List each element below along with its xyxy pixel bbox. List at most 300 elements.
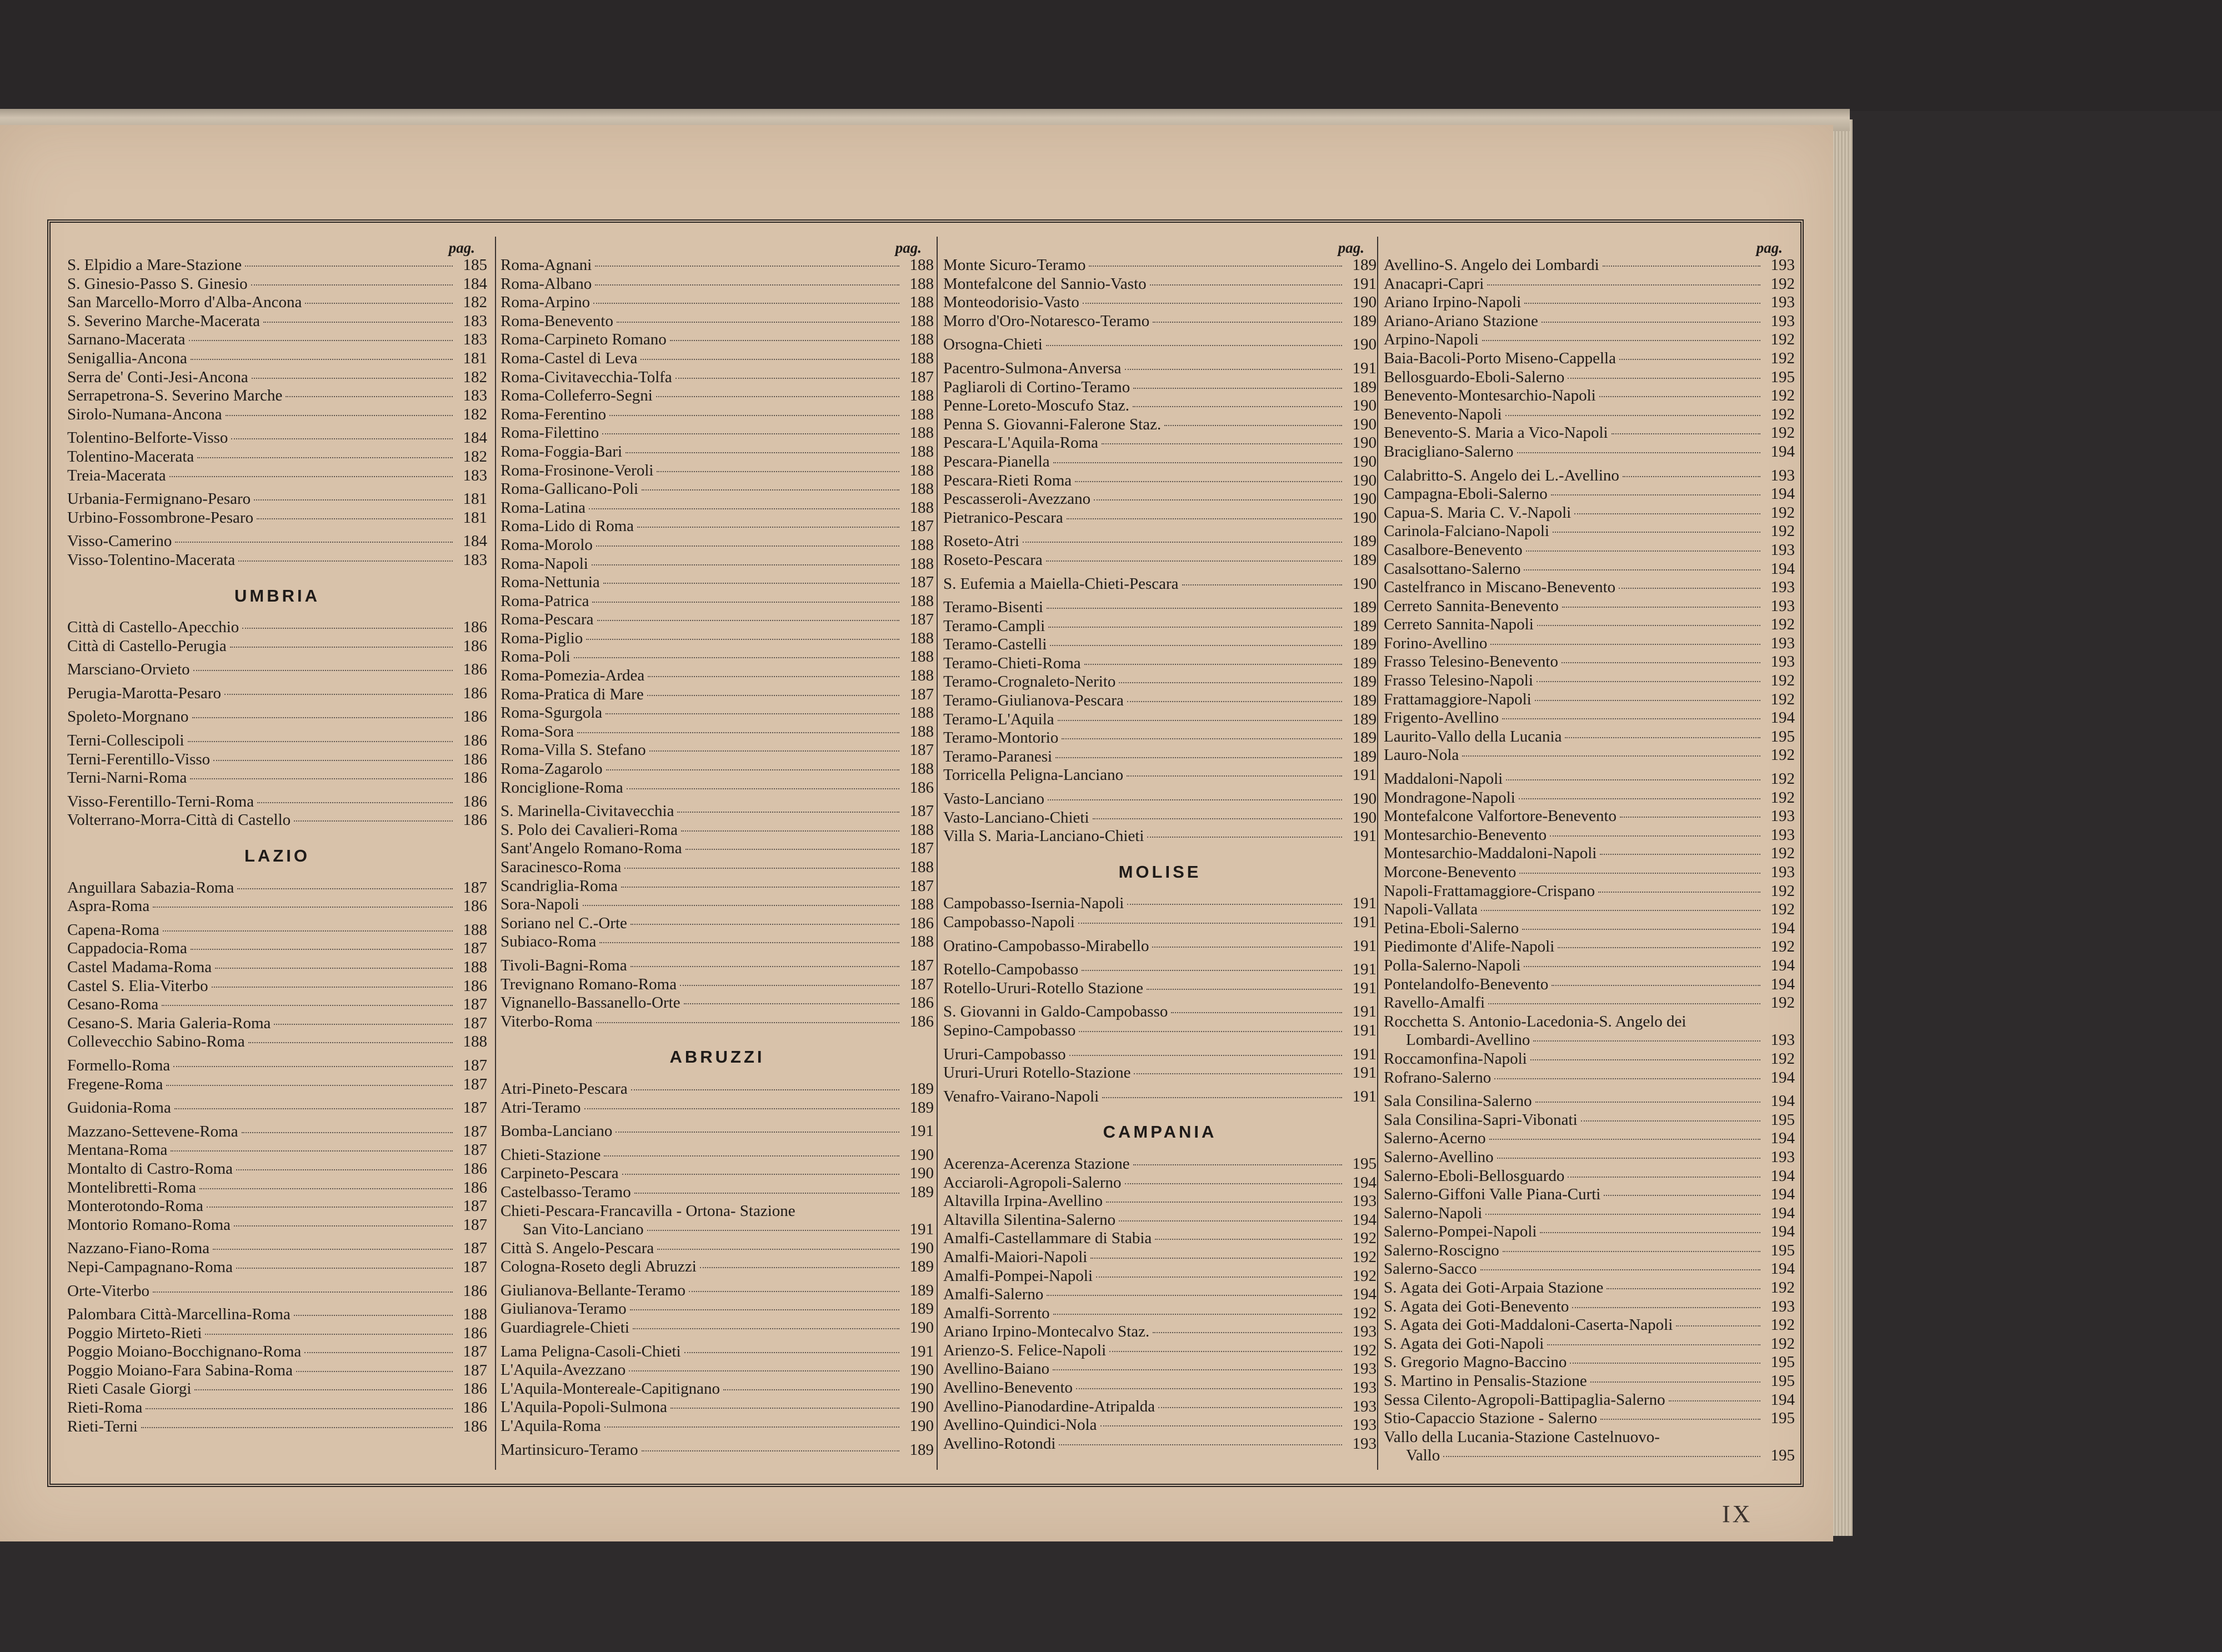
route-name: Roma-Napoli: [501, 554, 588, 573]
route-name: Sepino-Campobasso: [943, 1021, 1076, 1039]
route-name: Sala Consilina-Sapri-Vibonati: [1384, 1110, 1578, 1129]
page-ref: 187: [463, 878, 487, 897]
index-entry: [501, 592, 934, 611]
index-entry: [1384, 957, 1795, 975]
dot-leader: [1046, 560, 1342, 562]
route-name: Petina-Eboli-Salerno: [1384, 919, 1519, 937]
page-ref: 192: [1770, 788, 1795, 807]
page-ref: 183: [463, 550, 487, 569]
page-ref: 192: [1352, 1304, 1377, 1322]
page-ref: 190: [1352, 415, 1377, 433]
route-name: Salerno-Roscigno: [1384, 1241, 1499, 1259]
index-entry: [943, 1064, 1377, 1083]
page-ref: 191: [909, 1220, 934, 1239]
page-ref: 194: [1770, 975, 1795, 993]
index-entry: [67, 637, 487, 656]
index-entry: [1384, 1446, 1795, 1465]
route-name: Serra de' Conti-Jesi-Ancona: [67, 368, 248, 386]
page-ref: 190: [1352, 434, 1377, 452]
dot-leader: [1133, 1164, 1342, 1165]
dot-leader: [583, 905, 899, 906]
dot-leader: [1480, 1269, 1761, 1270]
route-name: Montesarchio-Maddaloni-Napoli: [1384, 844, 1597, 863]
index-entry: [1384, 368, 1795, 387]
dot-leader: [630, 924, 899, 925]
page-ref: 192: [1770, 844, 1795, 863]
page-ref: 187: [909, 956, 934, 974]
route-name: Teramo-Montorio: [943, 729, 1059, 747]
page-ref: 187: [909, 741, 934, 759]
page-ref: 186: [909, 994, 934, 1012]
page-ref: 187: [463, 1197, 487, 1215]
page-ref: 190: [909, 1239, 934, 1257]
page-ref: 189: [1352, 532, 1377, 550]
index-entry: [1384, 975, 1795, 994]
route-name: Giulianova-Bellante-Teramo: [501, 1281, 685, 1299]
route-name: Roma-Pescara: [501, 610, 594, 629]
index-entry: [501, 480, 934, 499]
dot-leader: [1485, 1214, 1760, 1215]
index-entry: [943, 359, 1377, 378]
index-entry: [943, 509, 1377, 528]
page-ref: 189: [909, 1079, 934, 1098]
index-entry: [943, 275, 1377, 294]
index-entry: [1384, 807, 1795, 826]
dot-leader: [595, 284, 899, 286]
page-ref: 187: [463, 1239, 487, 1258]
page-ref: 191: [1352, 1021, 1377, 1039]
index-entry: [501, 821, 934, 840]
route-name: Oratino-Campobasso-Mirabello: [943, 937, 1149, 955]
route-name: Teramo-Crognaleto-Nerito: [943, 673, 1116, 691]
index-entry: [501, 499, 934, 518]
index-entry: [943, 1416, 1377, 1435]
index-entry: [501, 1398, 934, 1417]
route-name: Amalfi-Maiori-Napoli: [943, 1248, 1088, 1266]
index-entry: [67, 660, 487, 679]
page-ref: 191: [1352, 913, 1377, 931]
index-entry: [1384, 1428, 1795, 1447]
route-name: Mazzano-Settevene-Roma: [67, 1122, 238, 1140]
dot-leader: [1094, 499, 1342, 500]
page-ref: 188: [909, 274, 934, 293]
dot-leader: [1102, 443, 1342, 444]
dot-leader: [1603, 266, 1760, 267]
page-ref: 192: [1770, 424, 1795, 442]
page-ref: 186: [463, 769, 487, 787]
dot-leader: [1171, 1012, 1342, 1013]
index-entry: [67, 1282, 487, 1301]
route-name: Nepi-Campagnano-Roma: [67, 1258, 233, 1276]
page-ref: 187: [909, 685, 934, 703]
dot-leader: [1158, 1407, 1342, 1408]
index-column-4: [1384, 239, 1795, 1467]
index-entry: [67, 1160, 487, 1179]
dot-leader: [242, 1132, 453, 1133]
page-ref: 191: [909, 1342, 934, 1360]
page-ref: 187: [463, 1075, 487, 1093]
dot-leader: [226, 415, 453, 416]
dot-leader: [1533, 1040, 1760, 1042]
route-name: Tolentino-Macerata: [67, 447, 194, 465]
index-entry: [67, 293, 487, 312]
route-name: Lama Peligna-Casoli-Chieti: [501, 1342, 681, 1360]
route-name: Aspra-Roma: [67, 897, 150, 915]
dot-leader: [1125, 1183, 1342, 1184]
index-entry: [1384, 728, 1795, 747]
page-ref: 193: [1770, 597, 1795, 615]
route-name: Ururi-Ururi Rotello-Stazione: [943, 1064, 1131, 1082]
index-entry: [943, 1045, 1377, 1064]
dot-leader: [153, 1291, 453, 1293]
route-name: S. Agata dei Goti-Maddaloni-Caserta-Napoli: [1384, 1316, 1673, 1334]
page-ref: 187: [909, 802, 934, 820]
index-entry: [1384, 597, 1795, 616]
page-ref: 189: [909, 1440, 934, 1459]
page-ref: 194: [1352, 1210, 1377, 1229]
dot-leader: [1048, 627, 1342, 628]
page-ref: 189: [909, 1281, 934, 1299]
route-name: Città di Castello-Apecchio: [67, 618, 239, 637]
index-entry: [67, 1197, 487, 1216]
index-entry: [501, 312, 934, 331]
route-name: Perugia-Marotta-Pesaro: [67, 684, 222, 702]
page-ref: 193: [1352, 1416, 1377, 1434]
route-name: S. Eufemia a Maiella-Chieti-Pescara: [943, 574, 1179, 593]
page-ref: 194: [1352, 1173, 1377, 1192]
page-ref: 192: [1770, 387, 1795, 405]
dot-leader: [1590, 1381, 1760, 1383]
index-entry: [943, 790, 1377, 809]
page-ref: 191: [1352, 274, 1377, 293]
index-entry: [67, 1099, 487, 1118]
page-ref: 189: [1352, 617, 1377, 635]
dot-leader: [205, 1334, 453, 1335]
index-entry: [943, 1211, 1377, 1230]
page-ref: 192: [1352, 1266, 1377, 1285]
route-name: Salerno-Sacco: [1384, 1260, 1477, 1278]
dot-leader: [1134, 1073, 1342, 1074]
index-entry: [1384, 746, 1795, 765]
page-ref: 187: [909, 877, 934, 895]
index-entry: [501, 387, 934, 406]
route-name: Collevecchio Sabino-Roma: [67, 1033, 245, 1051]
dot-leader: [1598, 892, 1760, 893]
index-entry: [943, 1267, 1377, 1286]
page-ref: 191: [1352, 359, 1377, 377]
route-name: Benevento-Montesarchio-Napoli: [1384, 387, 1596, 405]
route-name: Teramo-Bisenti: [943, 598, 1043, 617]
dot-leader: [234, 1225, 453, 1227]
page-ref: 194: [1770, 919, 1795, 937]
route-name: Giulianova-Teramo: [501, 1300, 627, 1318]
dot-leader: [723, 1389, 899, 1390]
dot-leader: [649, 750, 899, 752]
route-name: Amalfi-Castellammare di Stabia: [943, 1229, 1152, 1248]
index-entry: [1384, 690, 1795, 709]
page-ref: 195: [1770, 1110, 1795, 1129]
route-name: Terni-Narni-Roma: [67, 769, 187, 787]
route-name: Guidonia-Roma: [67, 1099, 171, 1117]
index-entry: [1384, 900, 1795, 919]
route-name: Orsogna-Chieti: [943, 336, 1043, 354]
index-entry: [501, 1380, 934, 1399]
dot-leader: [670, 1408, 899, 1409]
index-entry: [1384, 863, 1795, 882]
index-entry: [501, 462, 934, 480]
index-entry: [1384, 994, 1795, 1013]
index-entry: [1384, 1335, 1795, 1354]
page-ref: 188: [909, 424, 934, 442]
index-entry: [1384, 312, 1795, 331]
route-name: Sora-Napoli: [501, 895, 579, 914]
page-ref: 187: [463, 939, 487, 958]
page-ref: 187: [909, 517, 934, 535]
index-entry: [67, 448, 487, 467]
route-name: Nazzano-Fiano-Roma: [67, 1239, 210, 1258]
dot-leader: [1519, 798, 1760, 799]
index-entry: [501, 802, 934, 821]
dot-leader: [236, 1268, 453, 1269]
index-entry: [501, 741, 934, 760]
index-entry: [1384, 293, 1795, 312]
page-ref: 186: [463, 897, 487, 915]
index-entry: [943, 1248, 1377, 1267]
dot-leader: [175, 542, 453, 543]
route-name: Venafro-Vairano-Napoli: [943, 1087, 1099, 1105]
index-entry: [1384, 1185, 1795, 1204]
index-entry: [943, 598, 1377, 617]
route-name: Roma-Foggia-Bari: [501, 442, 623, 460]
dot-leader: [1106, 1202, 1342, 1203]
page-ref: 194: [1770, 1260, 1795, 1278]
dot-leader: [593, 303, 899, 304]
page-ref: 192: [1770, 349, 1795, 367]
page-ref: 186: [909, 1012, 934, 1030]
index-entry: [67, 750, 487, 769]
page-ref: 193: [1352, 1192, 1377, 1210]
dot-leader: [597, 620, 900, 621]
index-entry: [943, 532, 1377, 551]
route-name: Subiaco-Roma: [501, 933, 597, 951]
route-name: Roma-Villa S. Stefano: [501, 741, 646, 759]
index-entry: [501, 975, 934, 994]
page-ref: 193: [1770, 653, 1795, 671]
index-entry: [67, 1014, 487, 1033]
dot-leader: [684, 1003, 899, 1004]
route-name: Pietranico-Pescara: [943, 508, 1063, 527]
route-name: Roma-Filettino: [501, 424, 599, 442]
page-ref: 189: [1352, 550, 1377, 569]
page-ref: 192: [1770, 274, 1795, 293]
route-name: S. Martino in Pensalis-Stazione: [1384, 1372, 1587, 1390]
dot-leader: [1623, 476, 1760, 477]
route-name: Altavilla Irpina-Avellino: [943, 1192, 1103, 1210]
page-ref: 181: [463, 508, 487, 527]
dot-leader: [1524, 569, 1760, 570]
page-ref: 194: [1770, 485, 1795, 503]
route-name: Acciaroli-Agropoli-Salerno: [943, 1173, 1122, 1192]
dot-leader: [689, 1291, 899, 1292]
route-name: Lombardi-Avellino: [1406, 1031, 1530, 1049]
route-name: Roccamonfina-Napoli: [1384, 1049, 1527, 1068]
page-ref: 192: [1770, 331, 1795, 349]
index-entry: [67, 551, 487, 570]
dot-leader: [1047, 608, 1342, 609]
route-name: Carpineto-Pescara: [501, 1164, 619, 1183]
page-ref: 195: [1770, 1372, 1795, 1390]
route-name: Teramo-Giulianova-Pescara: [943, 692, 1124, 710]
page-ref: 188: [909, 405, 934, 423]
route-name: S. Agata dei Goti-Benevento: [1384, 1297, 1569, 1315]
dot-leader: [637, 527, 899, 528]
dot-leader: [254, 499, 453, 500]
dot-leader: [162, 1005, 453, 1006]
route-name: Roma-Ferentino: [501, 405, 607, 423]
page-ref: 187: [463, 995, 487, 1014]
region-heading: ABRUZZI: [669, 1047, 765, 1067]
index-entry: [1384, 919, 1795, 938]
index-entry: [943, 1088, 1377, 1107]
page-ref: 186: [463, 1399, 487, 1417]
dot-leader: [1084, 664, 1342, 665]
index-entry: [67, 275, 487, 294]
dot-leader: [190, 778, 453, 779]
dot-leader: [257, 802, 453, 803]
dot-leader: [199, 1188, 453, 1189]
index-entry: [943, 710, 1377, 729]
index-entry: [67, 1141, 487, 1160]
index-entry: [501, 994, 934, 1013]
dot-leader: [677, 812, 899, 813]
route-name: Atri-Pineto-Pescara: [501, 1079, 628, 1098]
dot-leader: [1053, 1314, 1342, 1315]
page-ref: 186: [463, 792, 487, 810]
page-ref: 189: [909, 1098, 934, 1117]
index-entry: [67, 1123, 487, 1142]
dot-leader: [171, 1150, 453, 1152]
index-entry: [943, 415, 1377, 434]
page-ref: 188: [909, 933, 934, 951]
index-entry: [1384, 615, 1795, 634]
page-ref: 195: [1770, 1409, 1795, 1428]
route-name: Frigento-Avellino: [1384, 709, 1499, 727]
index-entry: [1384, 467, 1795, 485]
route-name: Volterrano-Morra-Città di Castello: [67, 811, 291, 829]
index-entry: [67, 509, 487, 528]
page-ref: 192: [1770, 900, 1795, 919]
route-name: Urbino-Fossombrone-Pesaro: [67, 508, 254, 527]
page-ref: 181: [463, 490, 487, 508]
index-entry: [501, 1343, 934, 1361]
dot-leader: [656, 396, 899, 397]
page-ref: 192: [1770, 503, 1795, 522]
page-ref: 187: [463, 1258, 487, 1276]
route-name: Rotello-Campobasso: [943, 960, 1079, 979]
page-ref: 193: [1770, 578, 1795, 597]
page-ref: 191: [1352, 1045, 1377, 1063]
page-ref: 186: [463, 708, 487, 726]
page-ref: 188: [909, 648, 934, 666]
route-name: San Marcello-Morro d'Alba-Ancona: [67, 293, 302, 312]
page-ref: 187: [463, 1215, 487, 1234]
page-ref: 181: [463, 349, 487, 367]
route-name: Cerreto Sannita-Napoli: [1384, 615, 1534, 634]
dot-leader: [191, 359, 453, 360]
index-entry: [1384, 1241, 1795, 1260]
page-ref: 194: [1770, 1204, 1795, 1222]
dot-leader: [577, 732, 899, 733]
page-ref: 188: [909, 331, 934, 349]
dot-leader: [257, 518, 453, 519]
page-ref: 193: [1352, 1360, 1377, 1378]
route-name: Roma-Lido di Roma: [501, 517, 634, 535]
dot-leader: [1551, 494, 1760, 495]
index-entry: [1384, 1129, 1795, 1148]
route-name: Avellino-S. Angelo dei Lombardi: [1384, 256, 1599, 274]
dot-leader: [634, 1193, 899, 1194]
dot-leader: [1535, 1102, 1760, 1103]
route-name: Sirolo-Numana-Ancona: [67, 405, 222, 423]
dot-leader: [592, 564, 899, 565]
page-ref: 195: [1352, 1154, 1377, 1173]
index-entry: [501, 555, 934, 574]
index-entry: [943, 1304, 1377, 1323]
index-entry: [67, 312, 487, 331]
index-entry: [67, 349, 487, 368]
index-entry: [1384, 826, 1795, 845]
index-entry: [67, 897, 487, 916]
page-ref: 193: [1770, 312, 1795, 330]
dot-leader: [675, 378, 899, 379]
page-ref: 188: [909, 312, 934, 330]
route-name: Roma-Castel di Leva: [501, 349, 638, 367]
index-entry: [501, 443, 934, 462]
dot-leader: [604, 1426, 899, 1428]
dot-leader: [1127, 904, 1342, 905]
route-name: L'Aquila-Avezzano: [501, 1361, 626, 1379]
route-name: Scandriglia-Roma: [501, 877, 618, 895]
dot-leader: [1599, 396, 1760, 397]
index-entry: [1384, 672, 1795, 690]
dot-leader: [188, 741, 453, 742]
page-ref: 184: [463, 429, 487, 447]
page-ref: 192: [1770, 882, 1795, 900]
dot-leader: [1164, 425, 1342, 426]
page-ref: 183: [463, 312, 487, 330]
dot-leader: [1048, 799, 1342, 800]
page-ref: 193: [1770, 540, 1795, 559]
dot-leader: [296, 1371, 453, 1372]
index-entry: [943, 937, 1377, 956]
dot-leader: [1497, 1158, 1760, 1159]
dot-leader: [685, 849, 899, 850]
dot-leader: [1524, 303, 1760, 304]
dot-leader: [1047, 1295, 1342, 1296]
dot-leader: [630, 966, 899, 967]
route-name: Polla-Salerno-Napoli: [1384, 956, 1521, 974]
dot-leader: [1565, 737, 1760, 738]
index-entry: [943, 766, 1377, 785]
index-entry: [1384, 256, 1795, 275]
route-name: Roseto-Pescara: [943, 550, 1043, 569]
index-entry: [943, 472, 1377, 490]
page-ref: 188: [909, 535, 934, 554]
index-entry: [1384, 522, 1795, 541]
page-ref: 194: [1770, 1390, 1795, 1409]
route-name: Visso-Ferentillo-Terni-Roma: [67, 792, 254, 810]
page-ref: 187: [463, 1141, 487, 1159]
